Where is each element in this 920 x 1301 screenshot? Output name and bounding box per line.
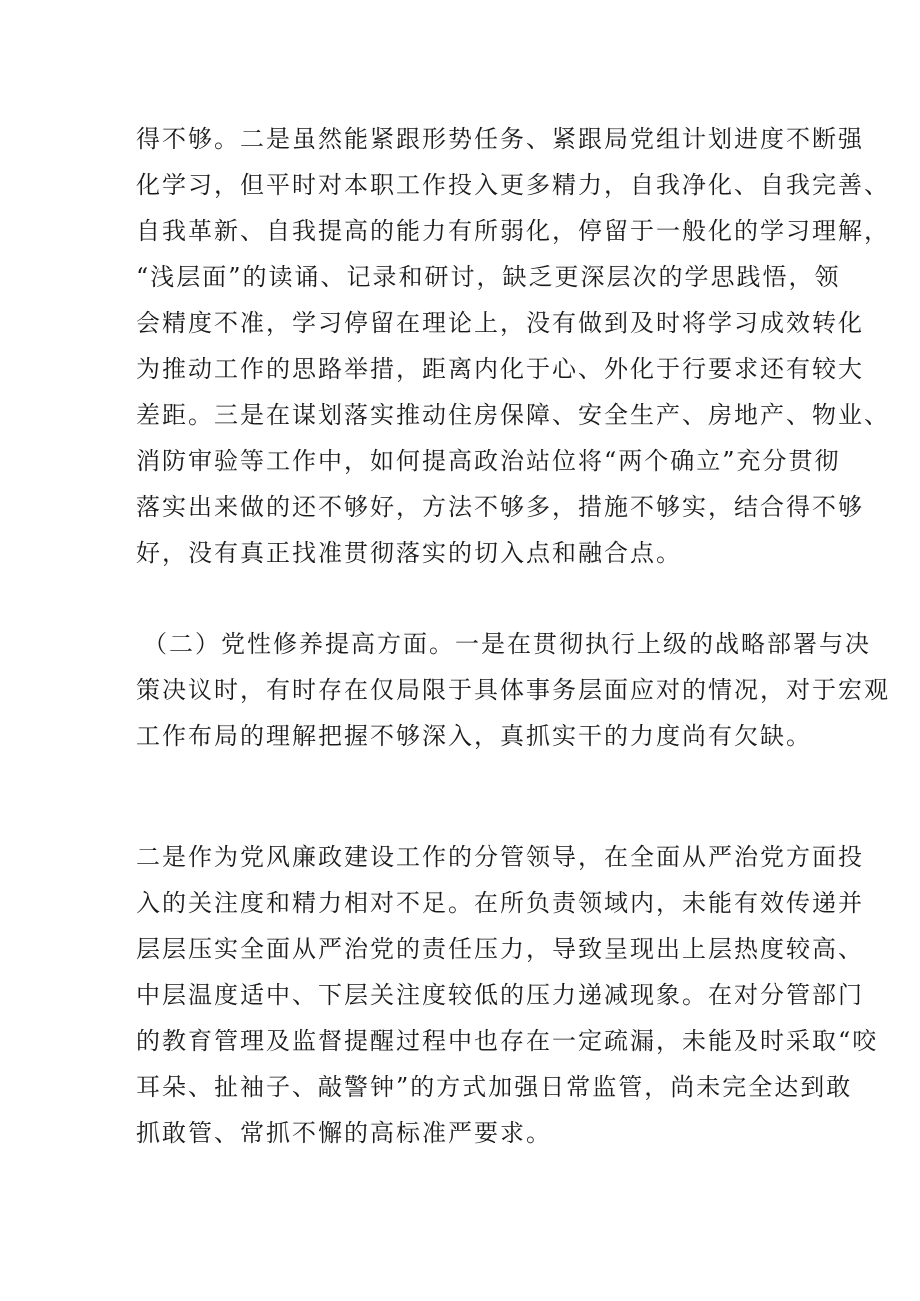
text-line: 抓敢管、常抓不懈的高标准严要求。 xyxy=(136,1119,552,1147)
text-line: 会精度不准，学习停留在理论上，没有做到及时将学习成效转化 xyxy=(136,309,864,337)
text-line: 的教育管理及监督提醒过程中也存在一定疏漏，未能及时采取“咬 xyxy=(136,1027,879,1055)
text-line: 为推动工作的思路举措，距离内化于心、外化于行要求还有较大 xyxy=(136,355,864,383)
text-line: 差距。三是在谋划落实推动住房保障、安全生产、房地产、物业、 xyxy=(136,401,890,429)
text-line: 层层压实全面从严治党的责任压力，导致呈现出上层热度较高、 xyxy=(136,935,864,963)
text-line: 好，没有真正找准贯彻落实的切入点和融合点。 xyxy=(136,539,682,567)
text-line: 策决议时，有时存在仅局限于具体事务层面应对的情况，对于宏观 xyxy=(136,676,890,704)
text-line: 化学习，但平时对本职工作投入更多精力，自我净化、自我完善、 xyxy=(136,171,890,199)
text-line: 中层温度适中、下层关注度较低的压力递减现象。在对分管部门 xyxy=(136,981,864,1009)
text-line: “浅层面”的读诵、记录和研讨，缺乏更深层次的学思践悟，领 xyxy=(136,263,841,291)
text-line: 二是作为党风廉政建设工作的分管领导，在全面从严治党方面投 xyxy=(136,843,864,871)
text-line: 落实出来做的还不够好，方法不够多，措施不够实，结合得不够 xyxy=(136,493,864,521)
text-line: 耳朵、扯袖子、敲警钟”的方式加强日常监管，尚未完全达到敢 xyxy=(136,1073,853,1101)
text-line: 自我革新、自我提高的能力有所弱化，停留于一般化的学习理解， xyxy=(136,217,890,245)
text-line: 得不够。二是虽然能紧跟形势任务、紧跟局党组计划进度不断强 xyxy=(136,125,864,153)
text-line: 消防审验等工作中，如何提高政治站位将“两个确立”充分贯彻 xyxy=(136,447,841,475)
text-line: 工作布局的理解把握不够深入，真抓实干的力度尚有欠缺。 xyxy=(136,722,812,750)
text-line: 入的关注度和精力相对不足。在所负责领域内，未能有效传递并 xyxy=(136,889,864,917)
text-line: （二）党性修养提高方面。一是在贯彻执行上级的战略部署与决 xyxy=(143,630,871,658)
